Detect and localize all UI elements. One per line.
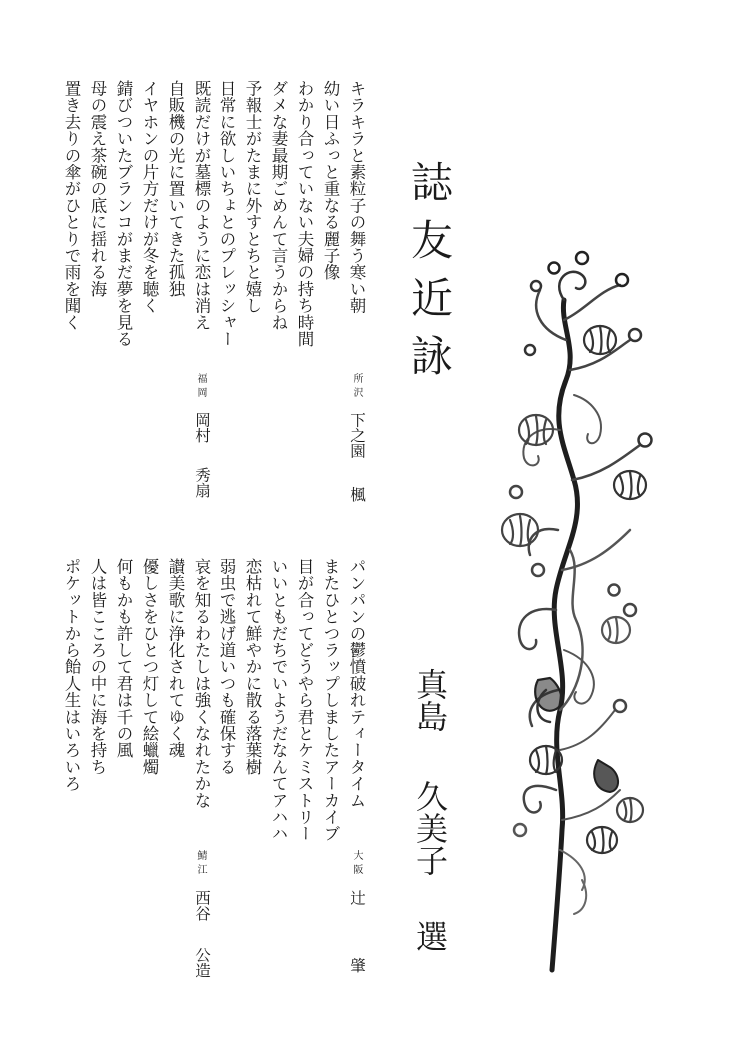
poem-line: 錆びついたブランコがまだ夢を見る [114, 80, 133, 348]
author-given-name: 楓 [348, 486, 366, 502]
author-place: 所沢 [351, 373, 362, 401]
poem-line: 母の震え茶碗の底に揺れる海 [88, 80, 107, 298]
poem-line: 讃美歌に浄化されてゆく魂 [166, 558, 185, 759]
selector-given-name: 久美子 [411, 780, 449, 876]
author-given-name: 秀扇 [193, 467, 211, 498]
poem-line: 置き去りの傘がひとりで雨を聞く [62, 80, 81, 331]
author-family-name: 下之園 [348, 412, 366, 459]
poem-line: 哀を知るわたしは強くなれたかな [192, 558, 211, 809]
page-title: 誌友近詠 [405, 160, 454, 392]
author-family-name: 岡村 [193, 412, 211, 443]
selector-family-name: 真島 [411, 668, 449, 732]
poem-line: パンパンの鬱憤破れティータイム [347, 558, 366, 809]
author-place: 大阪 [351, 850, 362, 878]
poem-line: いいともだちでいようだなんてアハハ [269, 558, 288, 842]
poem-line: 既読だけが墓標のように恋は消え [192, 80, 211, 331]
poem-line: 何もかも許して君は千の風 [114, 558, 133, 759]
poem-line: イヤホンの片方だけが冬を聴く [140, 80, 159, 314]
poem-line: 弱虫で逃げ道いつも確保する [217, 558, 236, 776]
author-name [344, 890, 364, 973]
author-place: 福岡 [195, 373, 206, 401]
poem-line: 恋枯れて鮮やかに散る落葉樹 [243, 558, 262, 776]
selector-name [404, 668, 449, 952]
poem-line: 日常に欲しいちょとのプレッシャー [217, 80, 236, 348]
poem-line: 予報士がたまに外すとちと嬉し [243, 80, 262, 314]
poem-line: 目が合ってどうやら君とケミストリー [295, 558, 314, 842]
author-given-name: 公造 [193, 947, 211, 978]
vine-illustration [490, 230, 660, 980]
author-name [189, 890, 209, 978]
poem-line: 幼い日ふっと重なる麗子像 [321, 80, 340, 281]
poem-line: 人は皆こころの中に海を持ち [88, 558, 107, 776]
author-family-name: 西谷 [193, 890, 211, 921]
author-family-name: 辻 [348, 890, 366, 906]
poem-line: ダメな妻最期ごめんて言うからね [269, 80, 288, 331]
poem-line: ポケットから飴人生はいろいろ [62, 558, 81, 792]
poem-line: キラキラと素粒子の舞う寒い朝 [347, 80, 366, 314]
poem-line: わかり合っていない夫婦の持ち時間 [295, 80, 314, 348]
poem-line: 優しさをひとつ灯して絵蠟燭 [140, 558, 159, 776]
poem-line: またひとつラップしましたアーカイブ [321, 558, 340, 842]
poem-line: 自販機の光に置いてきた孤独 [166, 80, 185, 298]
author-name [189, 412, 209, 498]
author-name [344, 412, 364, 502]
author-place: 鯖江 [195, 850, 206, 878]
author-given-name: 肇 [348, 957, 366, 973]
selector-suffix: 選 [411, 920, 449, 952]
